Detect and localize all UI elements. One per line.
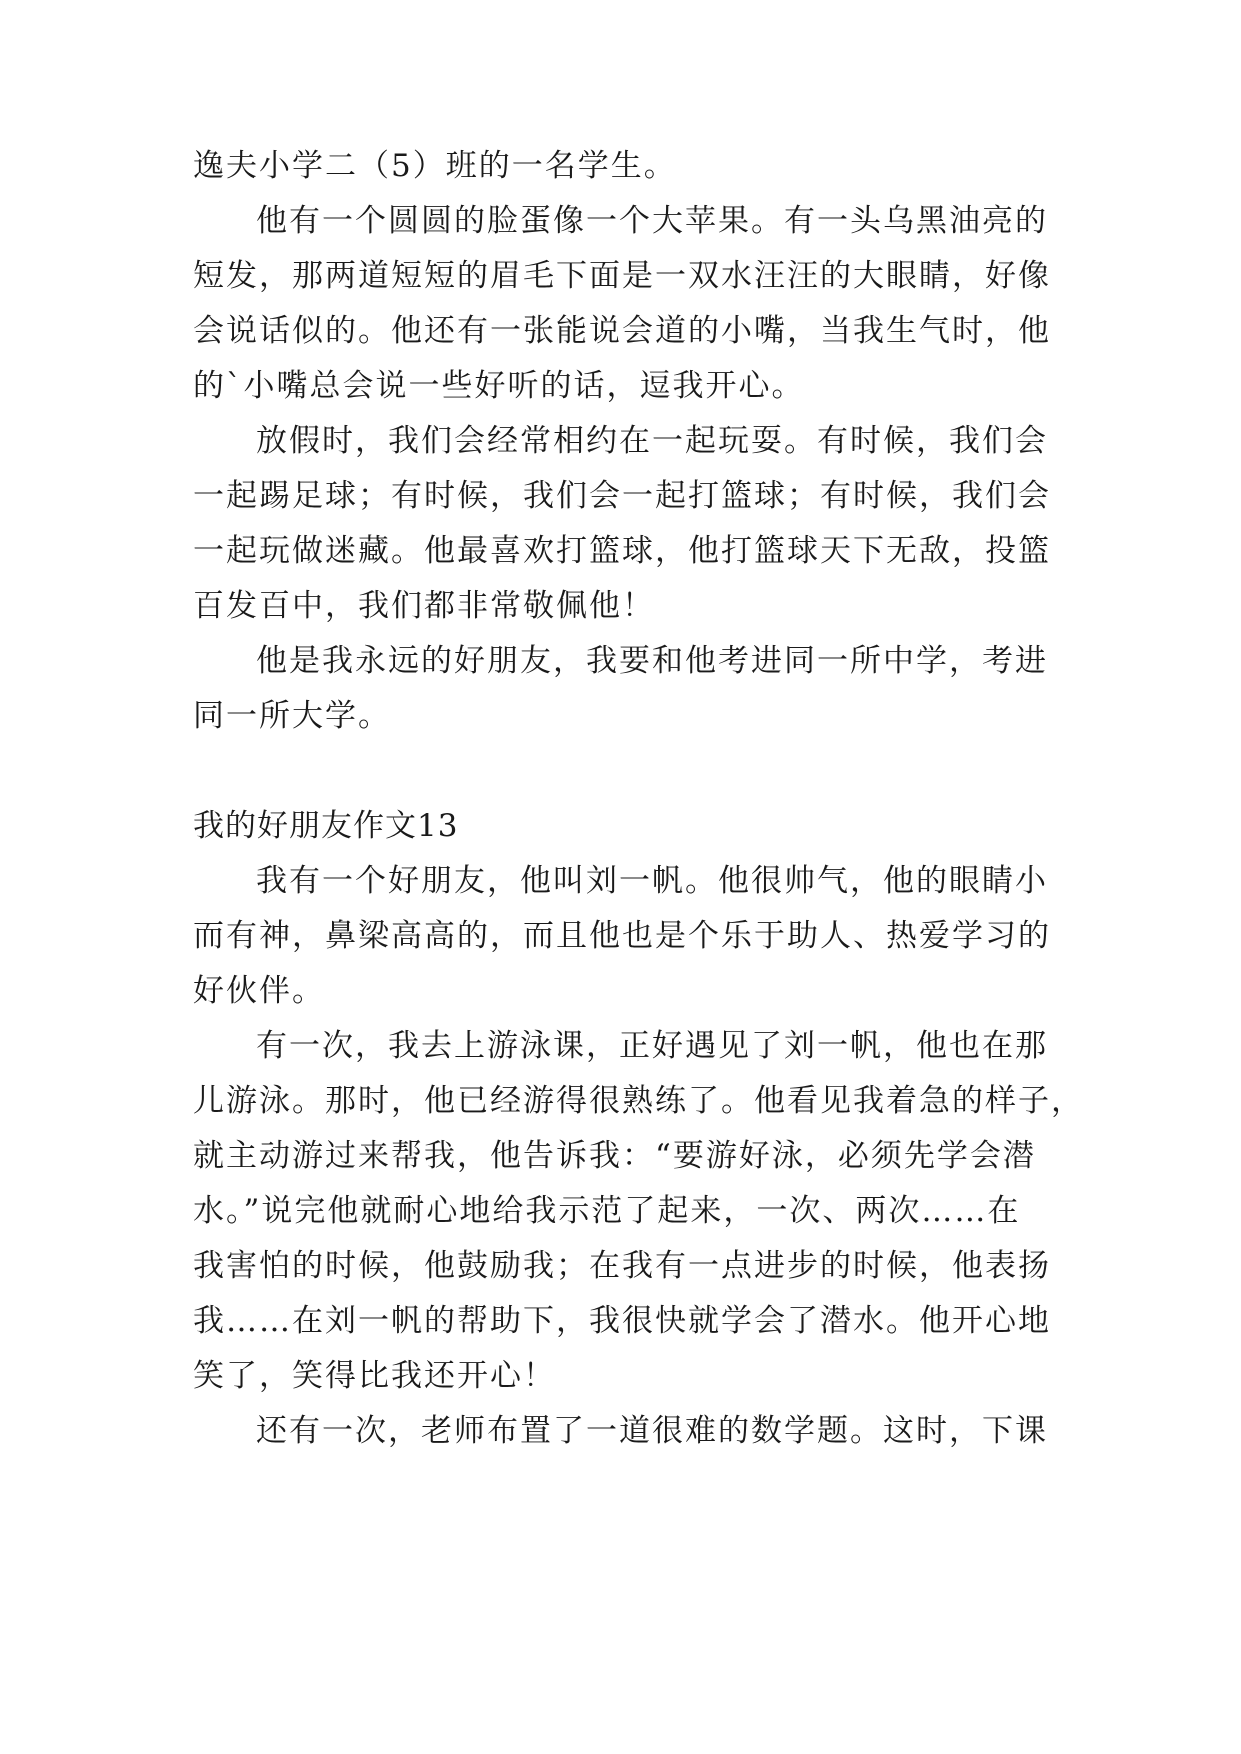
paragraph-first-line: 放假时，我们会经常相约在一起玩耍。有时候，我们会 [256,423,1048,459]
text-line: 笑了，笑得比我还开心！ [193,1358,556,1394]
paragraph-first-line: 有一次，我去上游泳课，正好遇见了刘一帆，他也在那 [256,1028,1048,1064]
text-line: 一起踢足球；有时候，我们会一起打篮球；有时候，我们会 [193,478,1051,514]
text-line: 就主动游过来帮我，他告诉我：“要游好泳，必须先学会潜 [193,1138,1036,1174]
section-heading: 我的好朋友作文13 [193,808,459,844]
text-line: 而有神，鼻梁高高的，而且他也是个乐于助人、热爱学习的 [193,918,1051,954]
text-line: 水。”说完他就耐心地给我示范了起来，一次、两次……在 [193,1193,1021,1229]
text-line: 逸夫小学二（5）班的一名学生。 [193,148,677,184]
paragraph-first-line: 他是我永远的好朋友，我要和他考进同一所中学，考进 [256,643,1048,679]
paragraph-first-line: 我有一个好朋友，他叫刘一帆。他很帅气，他的眼睛小 [256,863,1048,899]
text-line: 好伙伴。 [193,973,325,1009]
text-line: 百发百中，我们都非常敬佩他！ [193,588,655,624]
text-line: 短发，那两道短短的眉毛下面是一双水汪汪的大眼睛，好像 [193,258,1051,294]
text-line: 一起玩做迷藏。他最喜欢打篮球，他打篮球天下无敌，投篮 [193,533,1051,569]
text-line: 会说话似的。他还有一张能说会道的小嘴，当我生气时，他 [193,313,1051,349]
text-line: 我……在刘一帆的帮助下，我很快就学会了潜水。他开心地 [193,1303,1051,1339]
text-line: 的`小嘴总会说一些好听的话，逗我开心。 [193,368,805,404]
paragraph-first-line: 他有一个圆圆的脸蛋像一个大苹果。有一头乌黑油亮的 [256,203,1048,239]
text-line: 同一所大学。 [193,698,391,734]
text-line: 我害怕的时候，他鼓励我；在我有一点进步的时候，他表扬 [193,1248,1051,1284]
paragraph-first-line: 还有一次，老师布置了一道很难的数学题。这时，下课 [256,1413,1048,1449]
text-line: 儿游泳。那时，他已经游得很熟练了。他看见我着急的样子， [193,1083,1084,1119]
